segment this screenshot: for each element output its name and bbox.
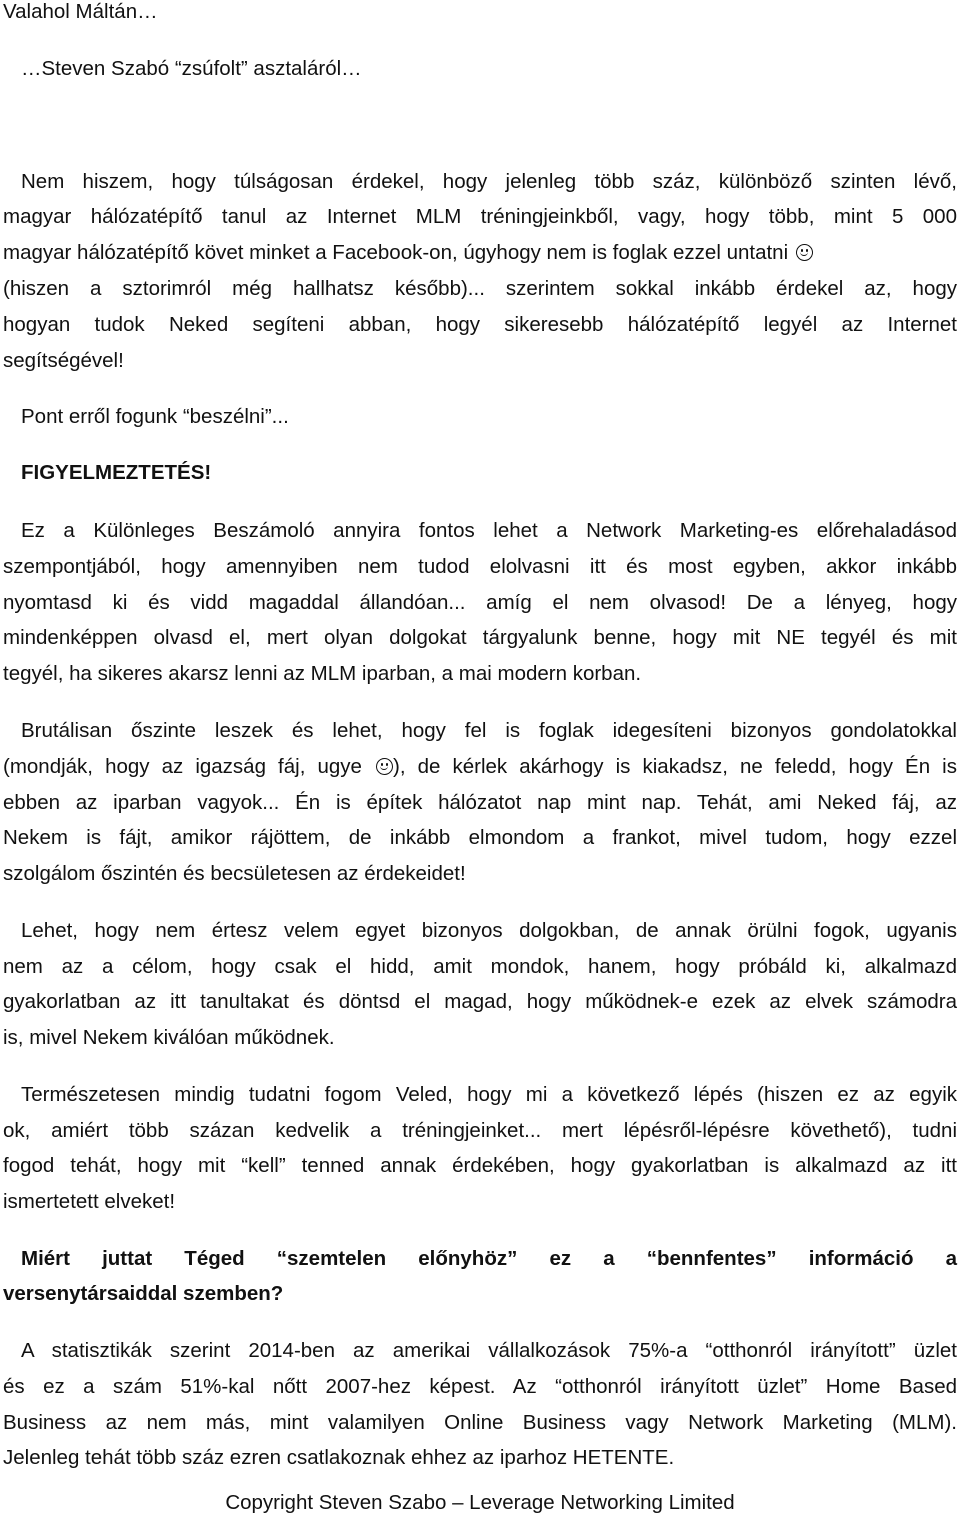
paragraph-6-line-4: ismertetett elveket! — [3, 1190, 176, 1213]
paragraph-1-line-2: magyar hálózatépítő tanul az Internet MLM tréningjeinkből, vagy, hogy több, mint 5 000 — [3, 205, 957, 228]
paragraph-1-line-3-text: magyar hálózatépítő követ minket a Facebook-on, úgyhogy nem is foglak ezzel untatni — [3, 241, 789, 264]
paragraph-4-line-2 — [3, 755, 957, 779]
warning-heading: FIGYELMEZTETÉS! — [21, 461, 212, 484]
paragraph-1-line-6: segítségével! — [3, 349, 124, 372]
location-heading: Valahol Máltán… — [3, 0, 158, 23]
paragraph-3-line-5: tegyél, ha sikeres akarsz lenni az MLM iparban, a mai modern korban. — [3, 662, 642, 685]
question-heading-line-2: versenytársaiddal szemben? — [3, 1282, 284, 1305]
paragraph-3-line-4: mindenképpen olvasd el, mert olyan dolgokat tárgyalunk benne, hogy mit NE tegyél és mit — [3, 626, 957, 649]
paragraph-4-line-1: Brutálisan őszinte leszek és lehet, hogy fel is foglak idegesíteni bizonyos gondolatokkal — [21, 719, 957, 742]
paragraph-2: Pont erről fogunk “beszélni”... — [21, 405, 289, 428]
paragraph-3-line-3: nyomtasd ki és vidd magaddal állandóan... amíg el nem olvasod! De a lényeg, hogy — [3, 591, 957, 614]
paragraph-6-line-3: fogod tehát, hogy mit “kell” tenned annak érdekében, hogy gyakorlatban is alkalmazd az itt — [3, 1154, 957, 1177]
paragraph-1-line-1: Nem hiszem, hogy túlságosan érdekel, hogy jelenleg több száz, különböző szinten lévő, — [21, 170, 957, 193]
subtitle: …Steven Szabó “zsúfolt” asztaláról… — [21, 57, 362, 80]
paragraph-6-line-1: Természetesen mindig tudatni fogom Veled, hogy mi a következő lépés (hiszen ez az egyik — [21, 1083, 957, 1106]
question-heading-line-1: Miért juttat Téged “szemtelen előnyhöz” ez a “bennfentes” információ a — [21, 1247, 957, 1270]
paragraph-4-line-5: szolgálom őszintén és becsületesen az érdekeidet! — [3, 862, 466, 885]
paragraph-4-line-3: ebben az iparban vagyok... Én is építek hálózatot nap mint nap. Tehát, ami Neked fáj, az — [3, 791, 957, 814]
paragraph-5-line-4: is, mivel Nekem kiválóan működnek. — [3, 1026, 335, 1049]
smiley-icon — [796, 244, 813, 261]
paragraph-6-line-2: ok, amiért több százan kedvelik a tréningjeinket... mert lépésről-lépésre követhető), tudni — [3, 1119, 957, 1142]
paragraph-5-line-2: nem az a célom, hogy csak el hidd, amit mondok, hanem, hogy próbáld ki, alkalmazd — [3, 955, 957, 978]
paragraph-7-line-1: A statisztikák szerint 2014-ben az amerikai vállalkozások 75%-a “otthonról irányított” üzlet — [21, 1339, 957, 1362]
paragraph-1-line-5: hogyan tudok Neked segíteni abban, hogy sikeresebb hálózatépítő legyél az Internet — [3, 313, 957, 336]
paragraph-4-line-2-end: ), de kérlek akárhogy is kiakadsz, ne feledd, hogy Én is — [393, 755, 957, 778]
paragraph-7-line-3: Business az nem más, mint valamilyen Online Business vagy Network Marketing (MLM). — [3, 1411, 957, 1434]
paragraph-7-line-2: és ez a szám 51%-kal nőtt 2007-hez képest. Az “otthonról irányított üzlet” Home Based — [3, 1375, 957, 1398]
smiley-icon — [376, 758, 393, 775]
paragraph-4-line-2-start: (mondják, hogy az igazság fáj, ugye — [3, 755, 362, 778]
paragraph-1-line-3 — [3, 241, 813, 265]
paragraph-7-line-4: Jelenleg tehát több száz ezren csatlakoznak ehhez az iparhoz HETENTE. — [3, 1446, 675, 1469]
page-footer: Copyright Steven Szabo – Leverage Networking Limited — [225, 1491, 735, 1514]
paragraph-3-line-1: Ez a Különleges Beszámoló annyira fontos lehet a Network Marketing-es előrehaladásod — [21, 519, 957, 542]
paragraph-1-line-4: (hiszen a sztorimról még hallhatsz később)... szerintem sokkal inkább érdekel az, hogy — [3, 277, 957, 300]
paragraph-5-line-3: gyakorlatban az itt tanultakat és döntsd el magad, hogy működnek-e ezek az elvek számodra — [3, 990, 957, 1013]
paragraph-4-line-4: Nekem is fájt, amikor rájöttem, de inkább elmondom a frankot, mivel tudom, hogy ezzel — [3, 826, 957, 849]
paragraph-5-line-1: Lehet, hogy nem értesz velem egyet bizonyos dolgokban, de annak örülni fogok, ugyanis — [21, 919, 957, 942]
paragraph-3-line-2: szempontjából, hogy amennyiben nem tudod elolvasni itt és most egyben, akkor inkább — [3, 555, 957, 578]
